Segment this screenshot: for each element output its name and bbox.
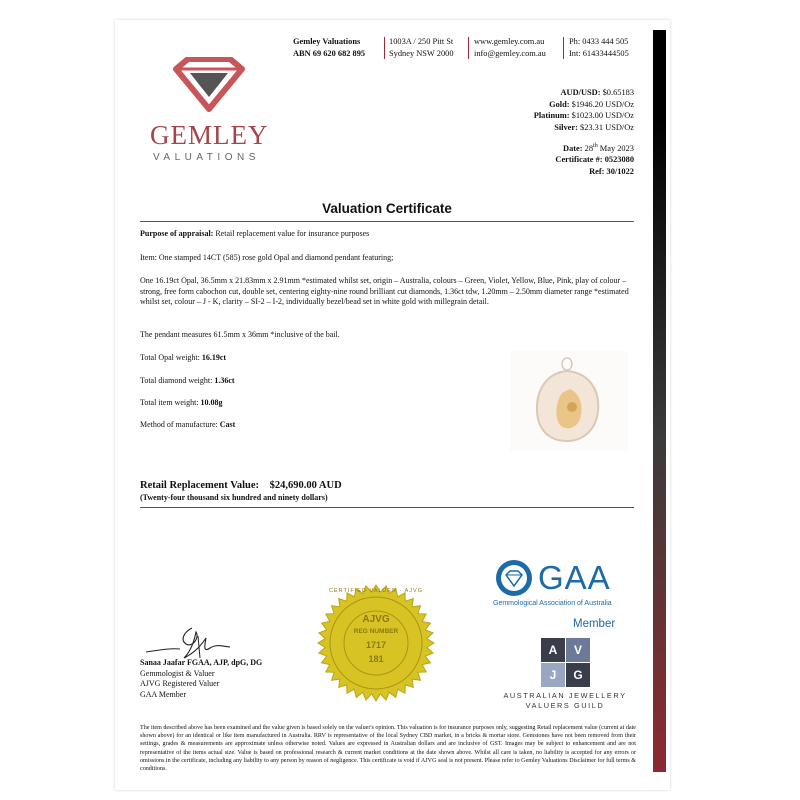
gaa-member-label: Member [573, 618, 616, 630]
disclaimer-text: The item described above has been examined and the value given is based solely on the valuer's opinion. This valuation is for insurance purposes only, suggesting Retail replacement value (current at date shown above) for an identical or like item manufactured in Australia. RRV is representative of the local Sydney CBD market, in a bricks & mortar store. Gemstones have not been removed from their settings, grades & measurements are approximate unless otherwise noted. Values are expressed in Australian dollars and are inclusive of GST. Images may be subject to enhancement and are not representative of the items actual size. Value is based on professional research & current market conditions at the date shown above. Whilst all care is taken, no liability is accepted for any errors or omissions in the certificate, including any liability to any person by reason of negligence. This certificate is void if AJVG seal is not present. Please refer to Gemley Valuations Disclaimer for full terms & conditions. [140, 725, 636, 773]
diamond-weight [140, 376, 235, 387]
seal-line-4: 181 [368, 654, 384, 664]
company-block [293, 36, 365, 60]
valuer-block [140, 658, 262, 700]
valuer-name: Sanaa Jaafar FGAA, AJP, dpG, DG [140, 658, 263, 667]
decorative-sidebar [653, 30, 666, 772]
cert-value: 0523080 [604, 155, 634, 165]
valuer-line-3: AJVG Registered Valuer [140, 679, 220, 688]
item-weight-value: 10.08g [200, 398, 223, 407]
purpose-label: Purpose of appraisal: [140, 229, 214, 238]
address-line-2: Sydney NSW 2000 [389, 49, 454, 58]
valuer-line-4: GAA Member [140, 689, 186, 699]
item-weight [140, 398, 223, 409]
opal-weight [140, 353, 226, 364]
website-link[interactable]: www.gemley.com.au [474, 37, 545, 46]
rrv-line [140, 480, 342, 491]
title-rule [140, 221, 634, 222]
value-rule [140, 507, 634, 508]
gold-value: $1946.20 USD/Oz [571, 99, 634, 109]
item-description: One 16.19ct Opal, 36.5mm x 21.83mm x 2.91mm *estimated whilst set, origin – Australia, colours – Green, Violet, Yellow, Blue, Pink, play of colour – strong, free form cabochon cut, double set, centering eighty-nine round brilliant cut diamonds, 1.36ct tdw, 1.20mm – 2.50mm diameter range *estimated whilst set, colour – J - K, clarity – SI-2 – I-2, individually bezel/bead set in white gold with millegrain detail. [140, 276, 629, 306]
item-weight-label: Total item weight: [140, 398, 199, 407]
phone-number: Ph: 0433 444 505 [569, 37, 629, 46]
pendant-image [510, 351, 628, 451]
seal-line-3: 1717 [365, 640, 387, 650]
ajvg-tile-g: G [566, 663, 590, 687]
ajvg-label-1: AUSTRALIAN JEWELLERY [503, 691, 627, 700]
rrv-label: Retail Replacement Value: [140, 480, 259, 491]
opal-weight-label: Total Opal weight: [140, 353, 200, 362]
gaa-emblem-icon [494, 558, 534, 598]
date-day: 28 [584, 143, 594, 153]
page-title: Valuation Certificate [322, 201, 452, 216]
diamond-weight-label: Total diamond weight: [140, 376, 213, 385]
rrv-words: (Twenty-four thousand six hundred and ninety dollars) [140, 493, 328, 502]
date-suffix: th [593, 143, 598, 149]
audusd-value: $0.65183 [602, 88, 634, 97]
manufacture-method [140, 420, 235, 431]
gaa-full-name: Gemmological Association of Australia [493, 600, 612, 607]
email-link[interactable]: info@gemley.com.au [474, 49, 546, 58]
method-label: Method of manufacture: [140, 420, 218, 429]
audusd-label: AUD/USD: [560, 88, 601, 97]
intl-number: Int: 61433444505 [569, 49, 629, 58]
seal-ring-text: CERTIFIED VALUER · AJVG [328, 588, 423, 594]
item-text: One stamped 14CT (585) rose gold Opal and diamond pendant featuring; [158, 253, 394, 262]
method-value: Cast [219, 420, 236, 429]
phone-block [569, 36, 629, 60]
logo-name: GEMLEY [150, 120, 269, 150]
gemley-diamond-logo-icon [170, 57, 248, 115]
ref-label: Ref: [589, 166, 605, 176]
company-name: Gemley Valuations [293, 37, 361, 46]
purpose-line [140, 229, 634, 240]
cert-label: Certificate #: [555, 155, 603, 165]
rates-block [430, 87, 634, 133]
platinum-label: Platinum: [533, 111, 570, 120]
rrv-amount: $24,690.00 AUD [269, 480, 342, 491]
measurements: The pendant measures 61.5mm x 36mm *inclusive of the bail. [140, 330, 340, 339]
valuer-line-2: Gemmologist & Valuer [140, 668, 215, 678]
address-line-1: 1003A / 250 Pitt St [389, 37, 454, 46]
company-abn: ABN 69 620 682 895 [293, 49, 366, 58]
valuer-signature-icon [140, 622, 250, 662]
date-rest: May 2023 [599, 143, 634, 153]
item-line [140, 253, 634, 264]
ajvg-tile-v: V [566, 638, 590, 662]
header-divider [563, 37, 564, 59]
purpose-text: Retail replacement value for insurance purposes [215, 229, 370, 238]
web-block [474, 36, 546, 60]
seal-line-1: AJVG [362, 614, 390, 625]
date-label: Date: [563, 143, 583, 153]
address-block [389, 36, 454, 60]
item-label: Item: [140, 253, 157, 262]
silver-value: $23.31 USD/Oz [580, 122, 634, 132]
gold-label: Gold: [549, 99, 570, 109]
diamond-weight-value: 1.36ct [214, 376, 235, 385]
certificate-meta [430, 141, 634, 177]
gaa-name: GAA [538, 559, 611, 596]
seal-line-2: REG NUMBER [353, 628, 399, 635]
ref-value: 30/1022 [606, 166, 634, 176]
ajvg-label-2: VALUERS GUILD [525, 701, 605, 710]
ajvg-tile-a: A [541, 638, 565, 662]
ajvg-tile-j: J [541, 663, 565, 687]
silver-label: Silver: [554, 122, 578, 132]
ajvg-logo-icon [541, 638, 591, 688]
opal-weight-value: 16.19ct [201, 353, 227, 362]
logo-tagline: VALUATIONS [153, 152, 260, 163]
header-divider [384, 37, 385, 59]
platinum-value: $1023.00 USD/Oz [571, 111, 634, 120]
header-divider [468, 37, 469, 59]
